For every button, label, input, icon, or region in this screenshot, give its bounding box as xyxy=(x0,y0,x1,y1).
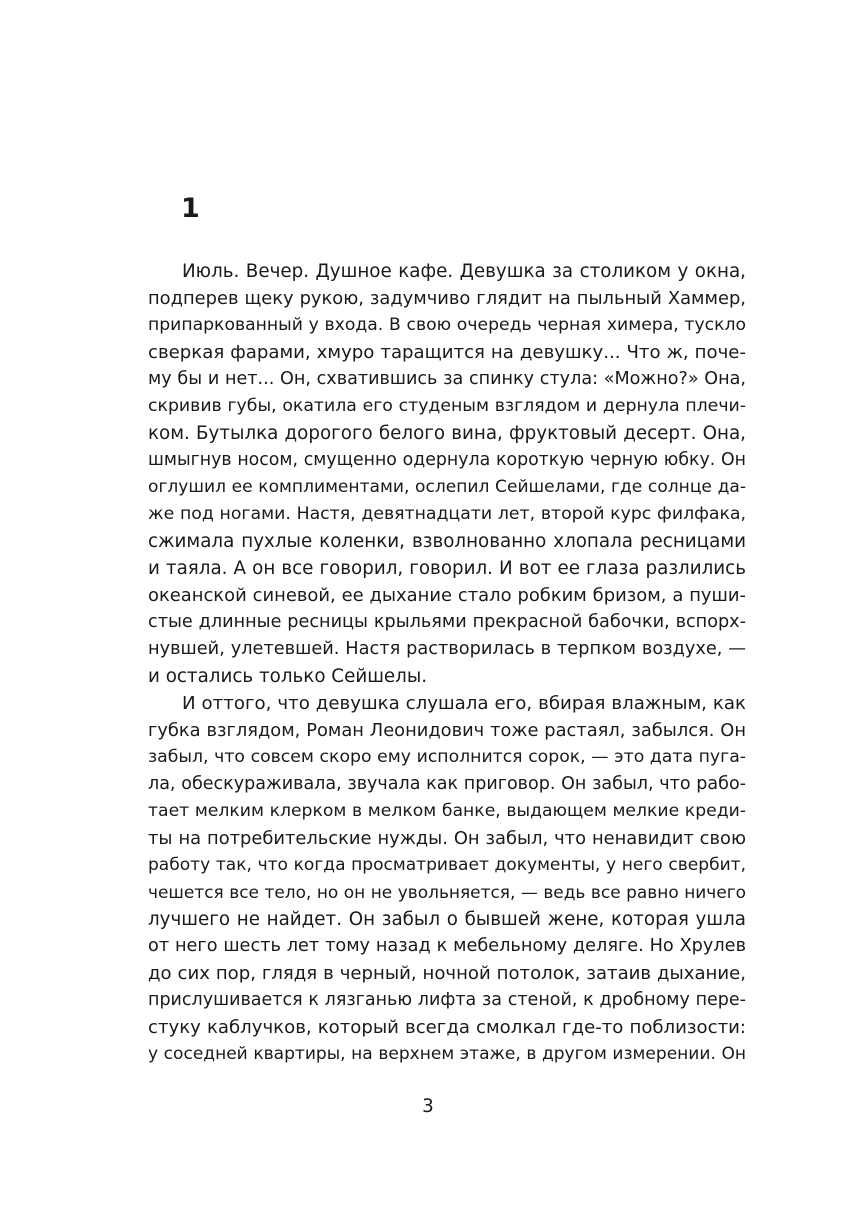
chapter-number: 1 xyxy=(181,193,200,224)
text-line: губка взглядом, Роман Леонидович тоже растаял, забылся. Он xyxy=(148,720,746,741)
text-line: работу так, что когда просматривает документы, у него свербит, xyxy=(148,855,746,875)
text-line: му бы и нет... Он, схватившись за спинку стула: «Можно?» Она, xyxy=(148,369,746,389)
text-line: тает мелким клерком в мелком банке, выдающем мелкие креди- xyxy=(148,801,746,821)
text-line: стые длинные ресницы крыльями прекрасной бабочки, вспорх- xyxy=(148,612,746,632)
text-line: чешется все тело, но он не увольняется, — ведь все равно ничего xyxy=(148,882,746,902)
text-line: от него шесть лет тому назад к мебельному деляге. Но Хрулев xyxy=(148,936,746,956)
text-line: прислушивается к лязганью лифта за стеной, к дробному пере- xyxy=(148,990,746,1010)
text-line: лучшего не найдет. Он забыл о бывшей жене, которая ушла xyxy=(148,909,746,930)
text-line: и таяла. А он все говорил, говорил. И вот ее глаза разлились xyxy=(148,558,746,579)
text-line: ком. Бутылка дорогого белого вина, фруктовый десерт. Она, xyxy=(148,423,746,444)
text-line: подперев щеку рукою, задумчиво глядит на пыльный Хаммер, xyxy=(148,288,746,309)
text-line: сжимала пухлые коленки, взволнованно хлопала ресницами xyxy=(148,531,746,552)
text-line: стуку каблучков, который всегда смолкал где-то поблизости: xyxy=(148,1017,746,1038)
text-line: нувшей, улетевшей. Настя растворилась в терпком воздухе, — xyxy=(148,639,746,659)
text-line: до сих пор, глядя в черный, ночной потолок, затаив дыхание, xyxy=(148,963,746,984)
text-line: океанской синевой, ее дыхание стало робким бризом, а пуши- xyxy=(148,585,746,606)
text-line: сверкая фарами, хмуро таращится на девушку... Что ж, поче- xyxy=(148,342,746,363)
text-line: забыл, что совсем скоро ему исполнится сорок, — это дата пуга- xyxy=(148,747,746,767)
text-line: Июль. Вечер. Душное кафе. Девушка за столиком у окна, xyxy=(182,261,746,282)
text-line: оглушил ее комплиментами, ослепил Сейшелами, где солнце да- xyxy=(148,477,746,497)
chapter-text xyxy=(148,258,746,1068)
text-line: ла, обескураживала, звучала как приговор. Он забыл, что рабо- xyxy=(148,774,746,794)
text-line: у соседней квартиры, на верхнем этаже, в другом измерении. Он xyxy=(148,1044,746,1064)
text-line: и остались только Сейшелы. xyxy=(148,666,428,687)
text-line: И оттого, что девушка слушала его, вбирая влажным, как xyxy=(182,693,746,714)
page-number: 3 xyxy=(422,1096,434,1117)
text-line: же под ногами. Настя, девятнадцати лет, второй курс филфака, xyxy=(148,504,746,524)
text-line: скривив губы, окатила его студеным взглядом и дернула плечи- xyxy=(148,396,746,416)
text-line: шмыгнув носом, смущенно одернула короткую черную юбку. Он xyxy=(148,450,746,470)
text-line: ты на потребительские нужды. Он забыл, что ненавидит свою xyxy=(148,828,746,849)
text-line: припаркованный у входа. В свою очередь черная химера, тускло xyxy=(148,315,746,335)
